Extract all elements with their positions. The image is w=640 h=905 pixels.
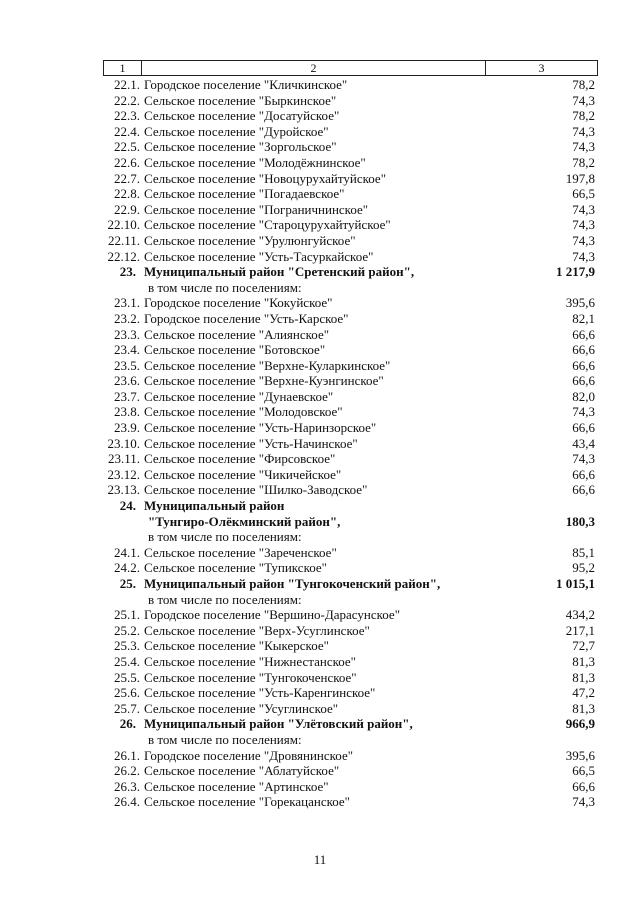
row-number: 23. [119,264,136,280]
row-name: Сельское поселение "Пограничнинское" [144,201,369,217]
row-name: Городское поселение "Кличкинское" [144,77,348,92]
row-number: 23.9. [114,420,140,436]
row-value: 43,4 [572,435,595,451]
row-number: 24. [119,498,136,514]
row-value: 74,3 [572,451,595,467]
row-name: Сельское поселение "Староцурухайтуйское" [144,217,391,233]
row-number: 26.2. [114,763,140,779]
row-number: 25.4. [114,653,140,669]
row-value: 74,3 [572,232,595,248]
row-number: 22.6. [114,154,140,170]
row-name: Сельское поселение "Кыкерское" [144,638,329,654]
row-value: 82,1 [572,310,595,326]
row-name: Сельское поселение "Погадаевское" [144,186,345,202]
table-row [0,327,640,343]
table-row [0,576,640,592]
table-row [0,716,640,732]
table-row [0,108,640,124]
table-row [0,249,640,265]
row-value: 217,1 [565,622,595,638]
row-number: 25. [119,576,136,591]
row-number: 25.6. [114,685,140,701]
row-value: 78,2 [572,77,595,92]
row-name: Сельское поселение "Зоргольское" [144,139,337,155]
table-row [0,311,640,327]
header-col-1: 1 [104,61,142,75]
table-row [0,139,640,155]
row-value: 66,6 [572,342,595,358]
row-value: 81,3 [572,700,595,716]
table-row [0,685,640,701]
row-number: 26. [119,716,136,732]
table-body [0,77,640,810]
row-name: Сельское поселение "Шилко-Заводское" [144,482,368,498]
row-number: 23.1. [114,295,140,311]
table-row [0,748,640,764]
row-number: 23.2. [114,310,140,326]
row-value: 66,6 [572,466,595,482]
row-name: Городское поселение "Усть-Карское" [144,310,349,326]
row-value: 74,3 [572,201,595,217]
table-row [0,155,640,171]
table-row [0,670,640,686]
table-header [103,60,598,76]
row-name: "Тунгиро-Олёкминский район", [148,513,341,529]
row-number: 23.11. [107,451,140,467]
row-name: Сельское поселение "Тупикское" [144,560,327,576]
row-name: Сельское поселение "Нижнестанское" [144,653,356,669]
row-name: Сельское поселение "Аблатуйское" [144,763,340,779]
row-name: Городское поселение "Кокуйское" [144,295,333,311]
row-number: 23.5. [114,357,140,373]
row-value: 180,3 [565,513,595,529]
row-number: 25.3. [114,638,140,654]
row-number: 25.7. [114,700,140,716]
row-value: 66,5 [572,763,595,779]
row-value: 81,3 [572,653,595,669]
row-number: 22.7. [114,170,140,186]
row-name: Сельское поселение "Новоцурухайтуйское" [144,170,387,186]
row-value: 74,3 [572,794,595,810]
table-row [0,467,640,483]
row-name: Сельское поселение "Фирсовское" [144,451,336,467]
row-name: Сельское поселение "Ботовское" [144,342,326,358]
table-row [0,264,640,280]
row-number: 26.4. [114,794,140,810]
table-row [0,389,640,405]
row-number: 25.5. [114,669,140,685]
table-row [0,233,640,249]
row-value: 66,6 [572,357,595,373]
header-col-2: 2 [142,61,486,75]
row-name: Сельское поселение "Усть-Каренгинское" [144,685,376,701]
row-number: 23.8. [114,404,140,420]
row-value: 82,0 [572,388,595,404]
row-number: 22.11. [107,232,140,248]
row-name: Сельское поселение "Артинское" [144,778,329,794]
row-number: 22.5. [114,139,140,155]
row-number: 22.3. [114,108,140,124]
row-number: 24.1. [114,544,140,560]
table-row [0,794,640,810]
row-name: Муниципальный район "Тунгокоченский район", [144,576,441,591]
table-row [0,373,640,389]
row-name: Муниципальный район "Улётовский район", [144,716,413,732]
row-number: 23.3. [114,326,140,342]
row-value: 47,2 [572,685,595,701]
header-col-3: 3 [538,61,545,75]
row-value: 197,8 [565,170,595,186]
row-name: Сельское поселение "Алиянское" [144,326,330,342]
row-number: 23.13. [107,482,140,498]
row-name: Сельское поселение "Зареченское" [144,544,337,560]
table-row [0,436,640,452]
row-value: 72,7 [572,638,595,654]
row-value: 395,6 [565,295,595,311]
table-row [0,560,640,576]
row-value: 74,3 [572,248,595,264]
row-name: в том числе по поселениям: [148,529,302,545]
row-name: в том числе по поселениям: [148,731,302,747]
row-name: Муниципальный район [144,498,285,514]
table-row [0,358,640,374]
row-number: 25.1. [114,607,140,623]
row-number: 26.3. [114,778,140,794]
table-row [0,404,640,420]
table-row [0,186,640,202]
row-name: Сельское поселение "Чикичейское" [144,466,342,482]
row-name: Сельское поселение "Тунгокоченское" [144,669,357,685]
row-name: Городское поселение "Дровянинское" [144,747,354,763]
row-value: 81,3 [572,669,595,685]
table-row [0,280,640,296]
table-row [0,545,640,561]
row-number: 23.6. [114,373,140,389]
row-name: Сельское поселение "Горекацанское" [144,794,350,810]
row-name: в том числе по поселениям: [148,279,302,295]
row-number: 22.9. [114,201,140,217]
row-value: 66,6 [572,373,595,389]
row-name: Сельское поселение "Усть-Начинское" [144,435,358,451]
row-number: 22.2. [114,92,140,108]
table-row [0,77,640,93]
row-number: 23.4. [114,342,140,358]
table-row [0,514,640,530]
row-value: 395,6 [565,747,595,763]
row-value: 66,6 [572,420,595,436]
row-value: 74,3 [572,139,595,155]
table-row [0,342,640,358]
row-value: 74,3 [572,217,595,233]
table-row [0,607,640,623]
table-row [0,701,640,717]
table-row [0,732,640,748]
row-value: 85,1 [572,544,595,560]
row-name: Сельское поселение "Усть-Тасуркайское" [144,248,374,264]
row-number: 23.12. [107,466,140,482]
table-row [0,592,640,608]
row-number: 22.12. [107,248,140,264]
row-name: Сельское поселение "Быркинское" [144,92,337,108]
table-row [0,124,640,140]
row-number: 23.7. [114,388,140,404]
table-row [0,217,640,233]
row-name: Городское поселение "Вершино-Дарасунское" [144,607,401,623]
row-value: 78,2 [572,108,595,124]
row-value: 1 015,1 [556,576,595,591]
row-value: 74,3 [572,92,595,108]
row-name: Муниципальный район "Сретенский район", [144,264,415,280]
table-row [0,482,640,498]
row-value: 66,6 [572,778,595,794]
row-number: 22.1. [114,77,140,92]
table-row [0,498,640,514]
table-row [0,171,640,187]
table-row [0,763,640,779]
row-name: Сельское поселение "Усть-Наринзорское" [144,420,377,436]
row-value: 434,2 [565,607,595,623]
row-value: 95,2 [572,560,595,576]
row-name: Сельское поселение "Урулюнгуйское" [144,232,356,248]
row-value: 74,3 [572,123,595,139]
row-name: в том числе по поселениям: [148,591,302,607]
row-number: 22.8. [114,186,140,202]
row-number: 22.4. [114,123,140,139]
row-value: 1 217,9 [556,264,595,280]
row-name: Сельское поселение "Усуглинское" [144,700,339,716]
table-row [0,654,640,670]
table-row [0,451,640,467]
table-row [0,623,640,639]
row-number: 24.2. [114,560,140,576]
row-number: 25.2. [114,622,140,638]
row-number: 22.10. [107,217,140,233]
row-name: Сельское поселение "Верхне-Куэнгинское" [144,373,384,389]
row-name: Сельское поселение "Верх-Усуглинское" [144,622,370,638]
row-value: 66,6 [572,326,595,342]
row-value: 66,6 [572,482,595,498]
table-row [0,202,640,218]
row-name: Сельское поселение "Досатуйское" [144,108,340,124]
row-value: 74,3 [572,404,595,420]
row-value: 66,5 [572,186,595,202]
table-row [0,779,640,795]
row-number: 26.1. [114,747,140,763]
table-row [0,529,640,545]
row-name: Сельское поселение "Дуройское" [144,123,329,139]
row-name: Сельское поселение "Молодёжнинское" [144,154,366,170]
row-value: 78,2 [572,154,595,170]
table-row [0,295,640,311]
row-name: Сельское поселение "Верхне-Куларкинское" [144,357,391,373]
page-number: 11 [313,852,327,867]
table-row [0,420,640,436]
table-row [0,638,640,654]
row-name: Сельское поселение "Молодовское" [144,404,343,420]
table-row [0,93,640,109]
row-name: Сельское поселение "Дунаевское" [144,388,334,404]
row-value: 966,9 [565,716,595,732]
row-number: 23.10. [107,435,140,451]
